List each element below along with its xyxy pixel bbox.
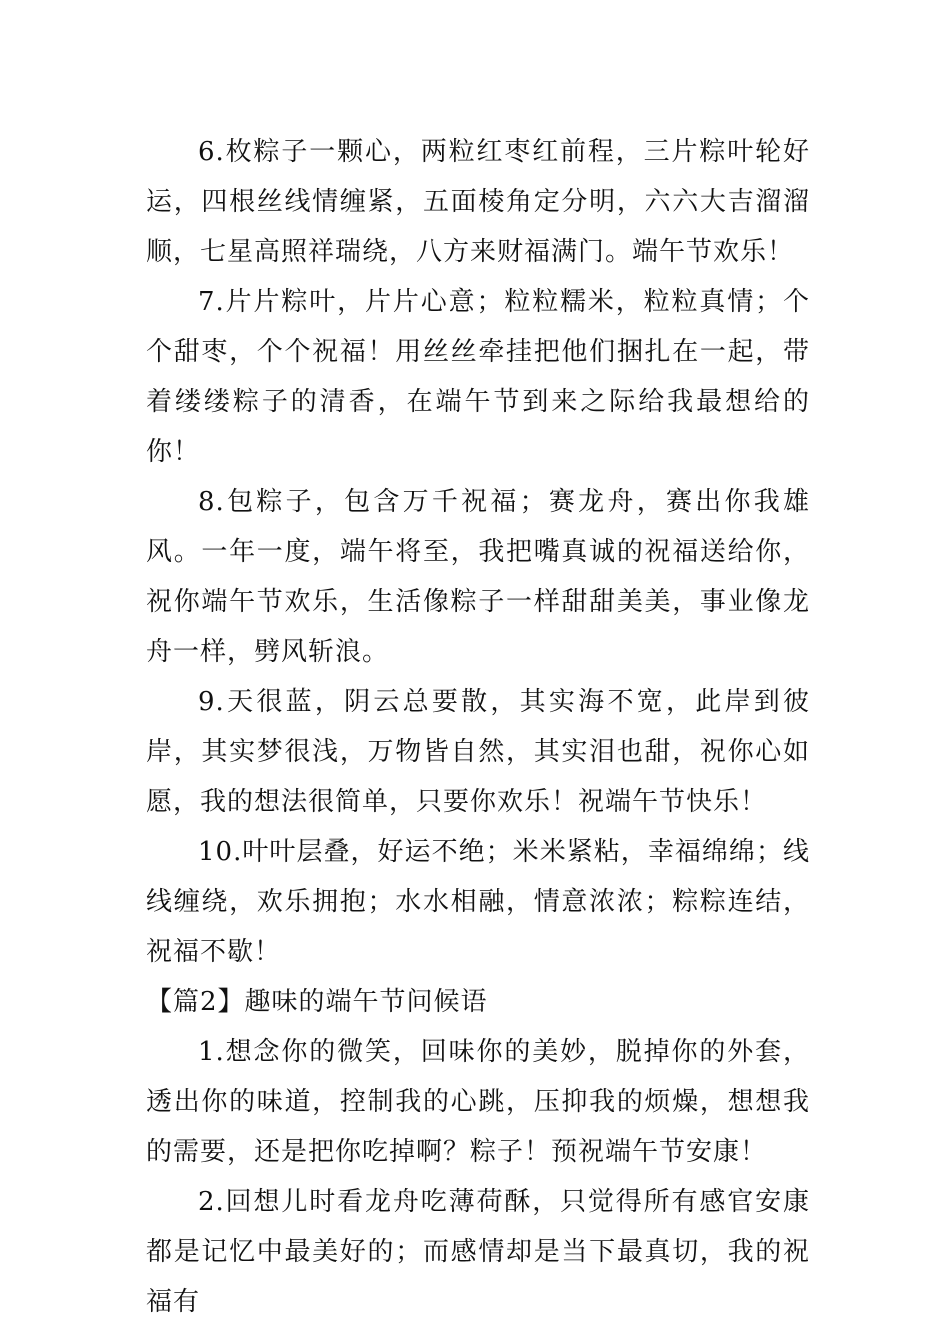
list-item: 2.回想儿时看龙舟吃薄荷酥，只觉得所有感官安康都是记忆中最美好的；而感情却是当下最真切，我的祝福有 <box>146 1187 810 1317</box>
list-item: 7.片片粽叶，片片心意；粒粒糯米，粒粒真情；个个甜枣，个个祝福！用丝丝牵挂把他们捆扎在一起，带着缕缕粽子的清香，在端午节到来之际给我最想给的你！ <box>146 287 810 467</box>
list-item: 9.天很蓝，阴云总要散，其实海不宽，此岸到彼岸，其实梦很浅，万物皆自然，其实泪也甜，祝你心如愿，我的想法很简单，只要你欢乐！祝端午节快乐！ <box>146 687 810 817</box>
document-body <box>146 127 810 1327</box>
list-item: 1.想念你的微笑，回味你的美妙，脱掉你的外套，透出你的味道，控制我的心跳，压抑我的烦燥，想想我的需要，还是把你吃掉啊？粽子！预祝端午节安康！ <box>146 1037 810 1167</box>
list-item: 8.包粽子，包含万千祝福；赛龙舟，赛出你我雄风。一年一度，端午将至，我把嘴真诚的祝福送给你，祝你端午节欢乐，生活像粽子一样甜甜美美，事业像龙舟一样，劈风斩浪。 <box>146 487 810 667</box>
section-heading: 【篇2】趣味的端午节问候语 <box>146 987 488 1017</box>
list-item: 10.叶叶层叠，好运不绝；米米紧粘，幸福绵绵；线线缠绕，欢乐拥抱；水水相融，情意浓浓；粽粽连结，祝福不歇！ <box>146 837 810 967</box>
list-item: 6.枚粽子一颗心，两粒红枣红前程，三片粽叶轮好运，四根丝线情缠紧，五面棱角定分明，六六大吉溜溜顺，七星高照祥瑞绕，八方来财福满门。端午节欢乐！ <box>146 137 810 267</box>
